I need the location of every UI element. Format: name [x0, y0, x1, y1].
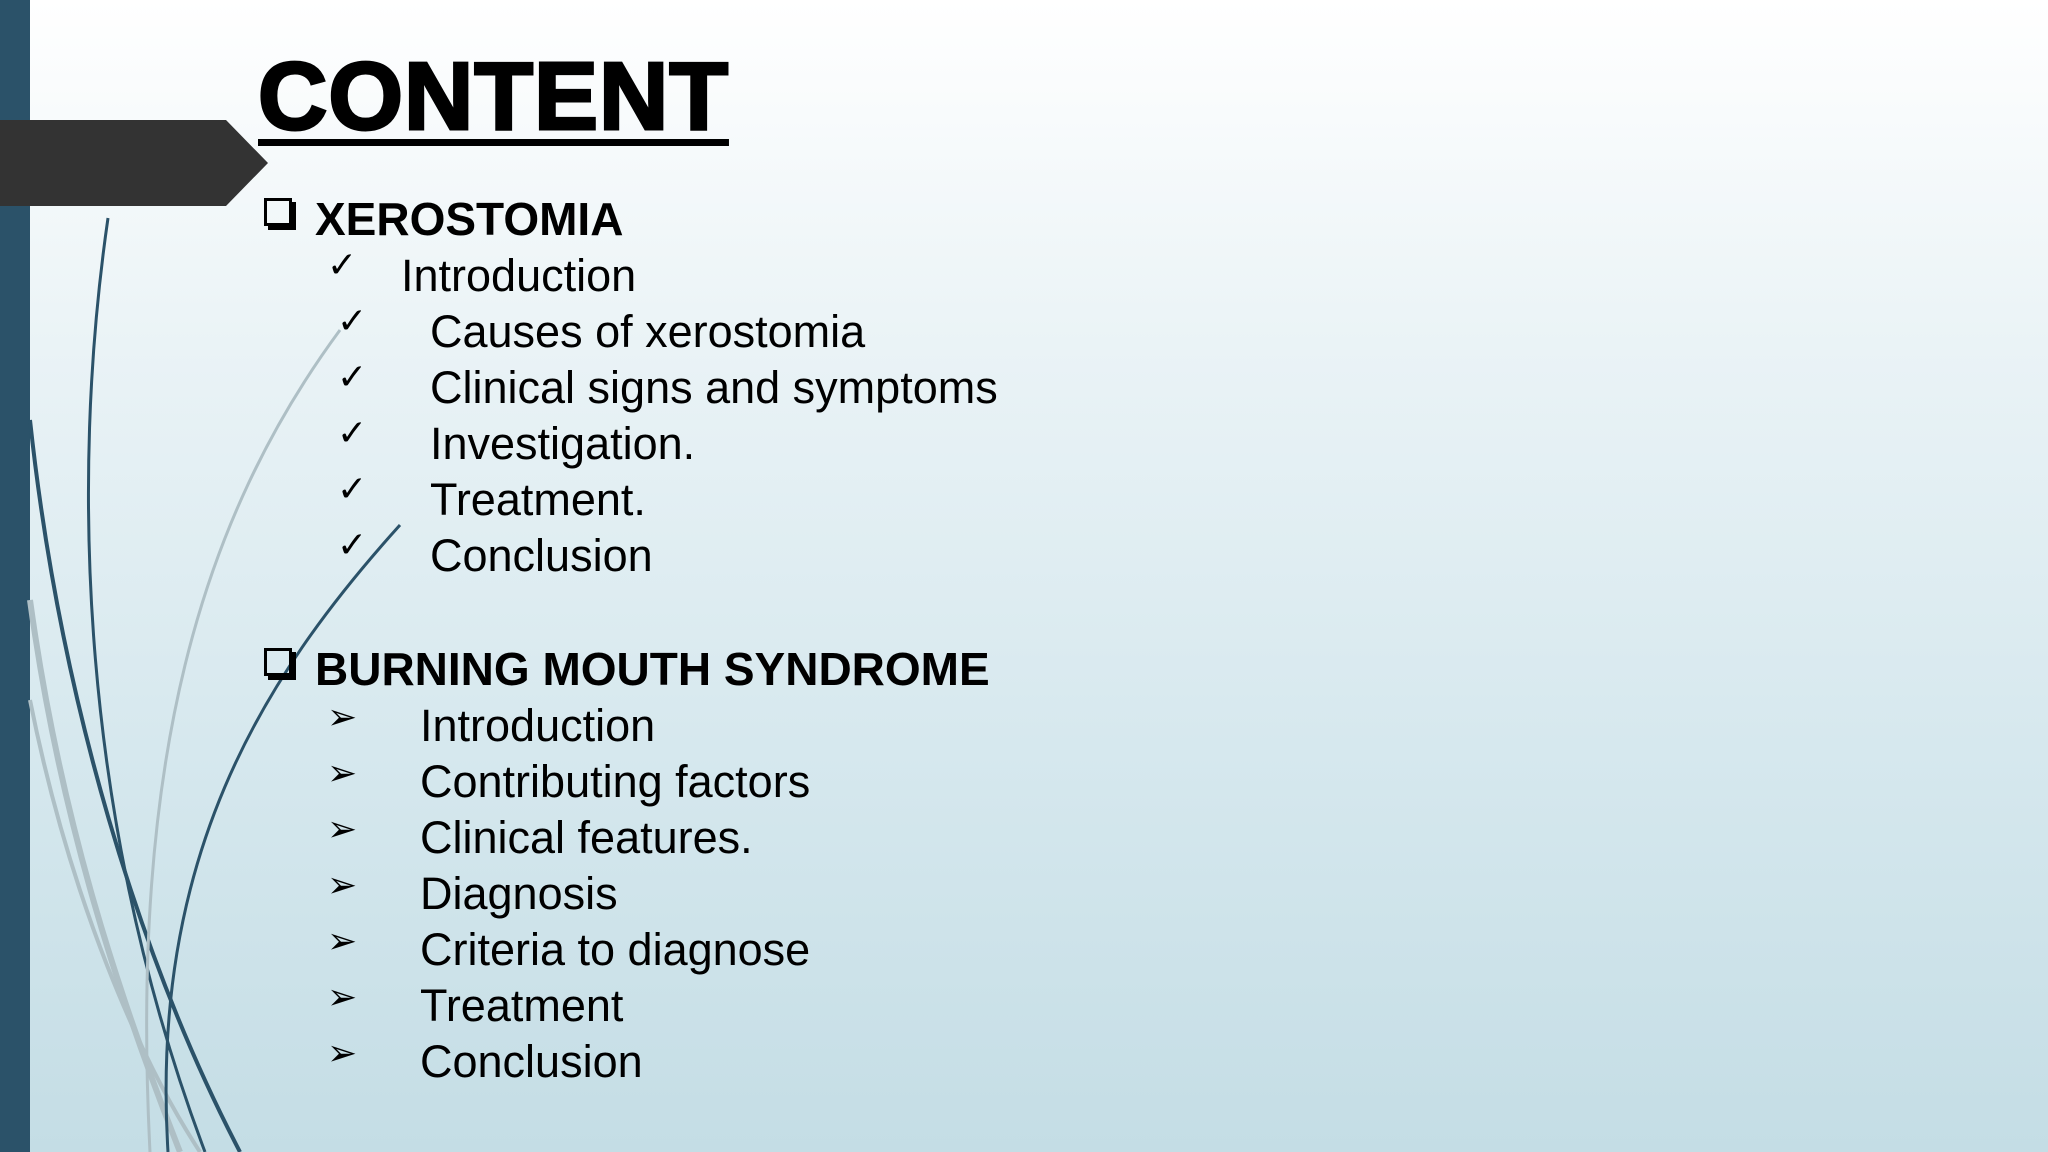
section-title: BURNING MOUTH SYNDROME: [315, 643, 990, 695]
check-icon: ✓: [337, 301, 368, 342]
list-item: Causes of xerostomia: [430, 306, 866, 357]
list-item: Clinical features.: [420, 812, 753, 863]
list-item: Conclusion: [420, 1036, 643, 1087]
check-icon: ✓: [337, 413, 368, 454]
list-item: Diagnosis: [420, 868, 618, 919]
arrowhead-icon: ➢: [327, 921, 358, 962]
arrowhead-icon: ➢: [327, 977, 358, 1018]
arrowhead-icon: ➢: [327, 865, 358, 906]
section-bullet-box: [264, 648, 292, 676]
arrowhead-icon: ➢: [327, 1033, 358, 1074]
list-item: Conclusion: [430, 530, 653, 581]
list-item: Treatment.: [430, 474, 646, 525]
check-icon: ✓: [337, 357, 368, 398]
check-icon: ✓: [337, 469, 368, 510]
list-item: Criteria to diagnose: [420, 924, 811, 975]
list-item: Treatment: [420, 980, 624, 1031]
section-bullet-box: [264, 198, 292, 226]
arrowhead-icon: ➢: [327, 753, 358, 794]
title-arrow-tab: [0, 120, 270, 206]
list-item: Introduction: [401, 250, 637, 301]
list-item: Clinical signs and symptoms: [430, 362, 998, 413]
slide-title: CONTENT: [258, 43, 729, 150]
check-icon: ✓: [337, 525, 368, 566]
arrowhead-icon: ➢: [327, 809, 358, 850]
list-item: Introduction: [420, 700, 656, 751]
check-icon: ✓: [327, 245, 358, 286]
arrowhead-icon: ➢: [327, 697, 358, 738]
section-title: XEROSTOMIA: [315, 193, 624, 245]
list-item: Investigation.: [430, 418, 696, 469]
list-item: Contributing factors: [420, 756, 811, 807]
